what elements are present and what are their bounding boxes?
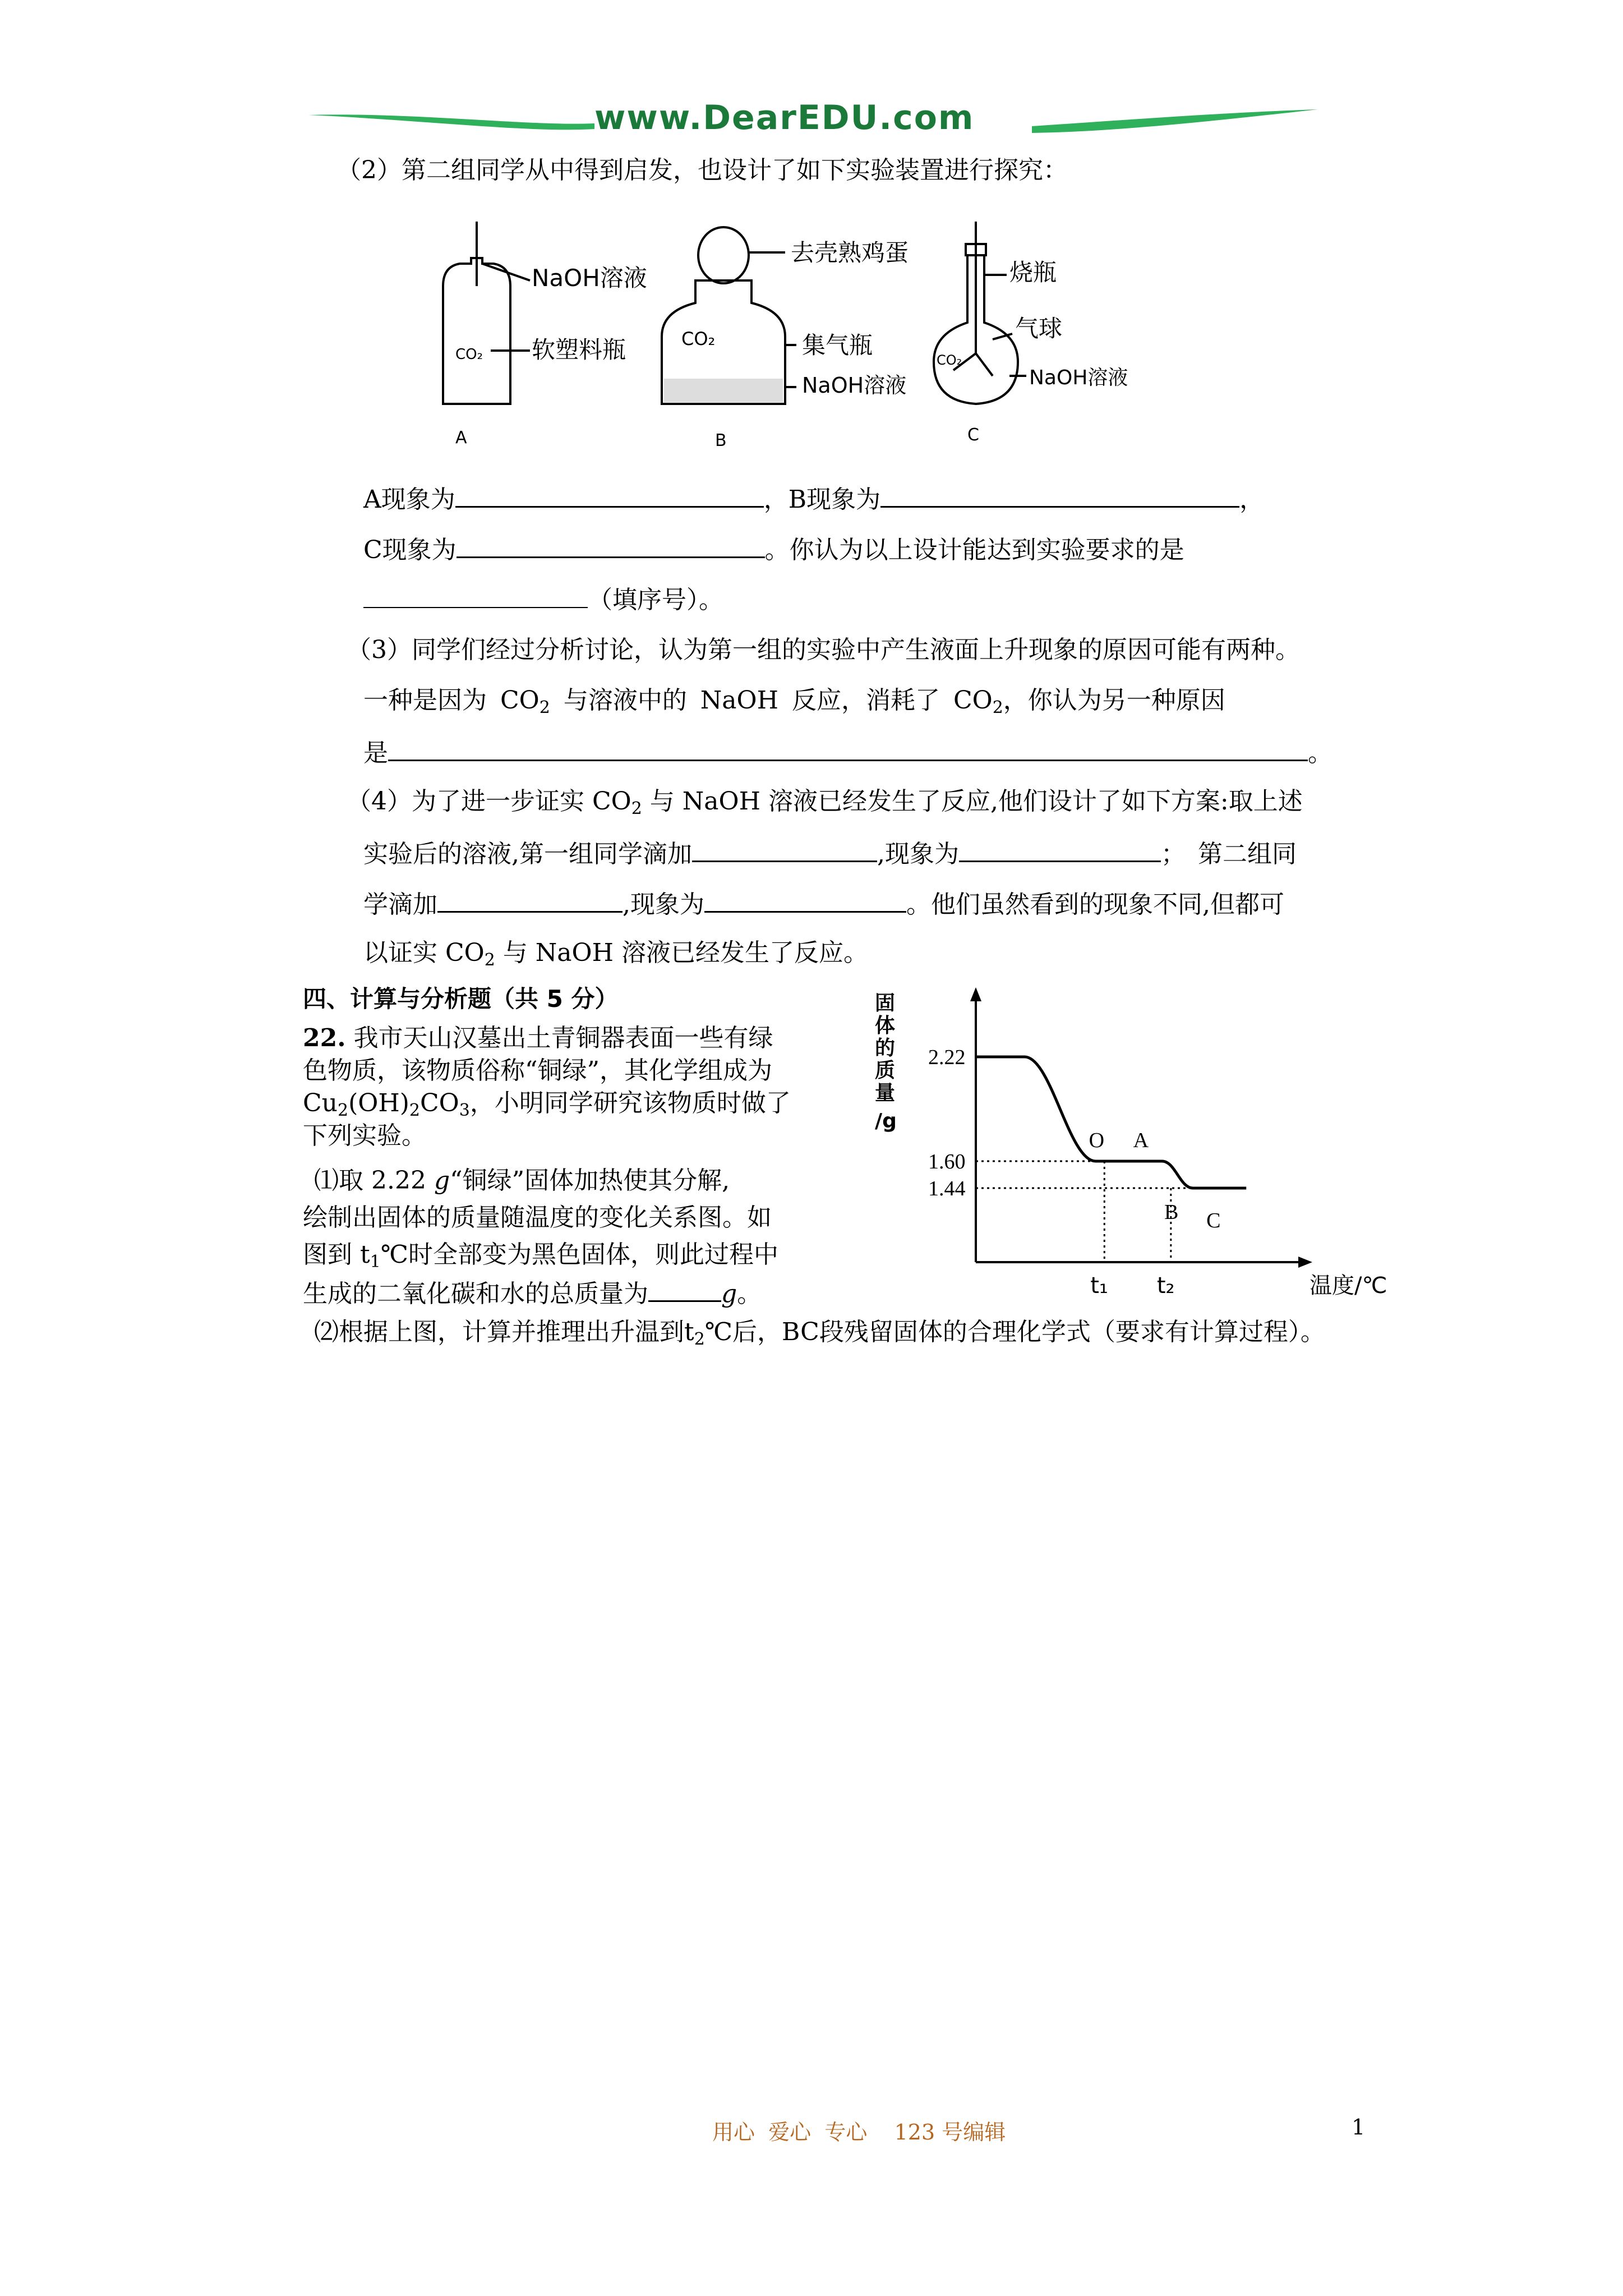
unit-g: g xyxy=(721,1280,737,1308)
q22-line1-text: 我市天山汉墓出土青铜器表面一些有绿 xyxy=(353,1024,773,1052)
formula-oh: (OH) xyxy=(348,1089,409,1117)
sub-2: 2 xyxy=(694,1329,705,1349)
b-phenomenon-blank[interactable] xyxy=(880,481,1239,508)
apparatus-a xyxy=(443,222,530,404)
apparatus-c-label-flask: 烧瓶 xyxy=(1009,259,1057,286)
x-axis-title: 温度/℃ xyxy=(1310,1273,1387,1299)
b-phenomenon-label: ，B现象为 xyxy=(763,485,881,514)
apparatus-b-label-jar: 集气瓶 xyxy=(802,332,873,359)
sub-3: 3 xyxy=(459,1101,470,1120)
q3-line1: （3）同学们经过分析讨论，认为第一组的实验中产生液面上升现象的原因可能有两种。 xyxy=(347,636,1300,664)
q4-line4-a: 以证实 CO xyxy=(363,938,485,967)
apparatus-c xyxy=(934,222,1026,404)
q3-line2-c: ，你认为另一种原因 xyxy=(1003,686,1225,715)
y-axis-title-4: 质 xyxy=(875,1059,896,1082)
q4-line3 xyxy=(363,886,1284,921)
q22-line3-tail: ，小明同学研究该物质时做了 xyxy=(469,1089,791,1117)
a-phenomenon-blank[interactable] xyxy=(455,481,764,508)
apparatus-c-label-balloon: 气球 xyxy=(1015,315,1063,342)
x-axis-arrow xyxy=(1298,1257,1312,1268)
page-number: 1 xyxy=(1352,2115,1366,2139)
sub-2: 2 xyxy=(992,698,1003,717)
a-phenomenon-label: A现象为 xyxy=(363,485,455,514)
q3-line2-a: 一种是因为 CO xyxy=(363,686,540,715)
apparatus-b-label-egg: 去壳熟鸡蛋 xyxy=(791,239,909,266)
q22-line1 xyxy=(303,1022,773,1055)
sub-2: 2 xyxy=(631,799,642,818)
p1-line3-b: ℃时全部变为黑色固体，则此过程中 xyxy=(380,1240,778,1269)
mass-temperature-chart xyxy=(875,987,1424,1301)
p1-line1-a: ⑴取 2.22 xyxy=(314,1166,434,1195)
sub-2: 2 xyxy=(409,1101,420,1120)
y-tick-label: 2.22 xyxy=(928,1046,966,1069)
apparatus-b-gas: CO₂ xyxy=(681,328,716,349)
p1-line4-b: 。 xyxy=(737,1280,762,1308)
group1-phenomenon-blank[interactable] xyxy=(959,836,1161,862)
p1-line4-a: 生成的二氧化碳和水的总质量为 xyxy=(303,1280,648,1308)
q4-line2-c: ； 第二组同 xyxy=(1161,840,1297,868)
p1-line3-a: 图到 t xyxy=(303,1240,370,1269)
y-axis-title-3: 的 xyxy=(875,1037,896,1060)
mass-curve xyxy=(976,1057,1246,1188)
q22-line3 xyxy=(303,1087,791,1120)
sub-1: 1 xyxy=(370,1252,381,1272)
apparatus-a-label-bottle: 软塑料瓶 xyxy=(532,336,626,364)
y-axis-title-5: 量 xyxy=(875,1082,896,1105)
apparatus-b-liquid xyxy=(664,379,783,402)
site-logo-text: www.DearEDU.com xyxy=(594,98,975,137)
q22-p1-line3 xyxy=(303,1239,778,1271)
q4-line2 xyxy=(363,836,1297,871)
design-choice-blank[interactable] xyxy=(363,582,588,608)
p2-a: ⑵根据上图，计算并推理出升温到t xyxy=(314,1318,694,1346)
q3-line2 xyxy=(363,684,1225,717)
q3-line3 xyxy=(363,735,1332,770)
q22-p2 xyxy=(314,1316,1325,1349)
x-tick-label: t₁ xyxy=(1090,1273,1108,1299)
apparatus-b-tag: B xyxy=(715,431,727,450)
point-label: C xyxy=(1206,1209,1221,1232)
q22-p1-line2: 绘制出固体的质量随温度的变化关系图。如 xyxy=(303,1203,772,1232)
apparatus-c-label-naoh: NaOH溶液 xyxy=(1029,366,1128,389)
formula-co: CO xyxy=(419,1089,459,1117)
apparatus-c-tag: C xyxy=(967,425,979,445)
y-axis-title-1: 固 xyxy=(875,992,896,1015)
y-axis-title-2: 体 xyxy=(875,1014,896,1037)
q22-number: 22. xyxy=(303,1024,346,1052)
y-tick-label: 1.44 xyxy=(928,1177,966,1200)
c-phenomenon-blank[interactable] xyxy=(457,532,765,558)
footer-credit: 用心 爱心 专心 123 号编辑 xyxy=(712,2120,1006,2145)
y-axis-arrow xyxy=(970,987,981,1001)
section-4-title: 四、计算与分析题（共 5 分） xyxy=(303,985,619,1013)
q2-line-fill xyxy=(363,582,723,616)
q4-line1-a: （4）为了进一步证实 CO xyxy=(347,787,631,816)
c-phenomenon-label: C现象为 xyxy=(363,536,457,564)
point-label: O xyxy=(1089,1129,1105,1152)
group2-phenomenon-blank[interactable] xyxy=(704,886,906,913)
right-swoosh xyxy=(1032,109,1318,133)
apparatus-a-label-naoh: NaOH溶液 xyxy=(532,264,647,292)
group1-reagent-blank[interactable] xyxy=(692,836,877,862)
q4-line2-b: ,现象为 xyxy=(877,840,959,868)
total-mass-blank[interactable] xyxy=(648,1276,721,1302)
q22-line4: 下列实验。 xyxy=(303,1121,426,1150)
left-swoosh xyxy=(308,114,594,130)
q4-line1 xyxy=(347,785,1303,818)
q3-line3-b: 。 xyxy=(1308,739,1332,767)
q2-line-c xyxy=(363,532,1184,567)
sub-2: 2 xyxy=(338,1101,349,1120)
q22-p1-line4 xyxy=(303,1276,762,1310)
q4-line2-a: 实验后的溶液,第一组同学滴加 xyxy=(363,840,692,868)
q4-line1-b: 与 NaOH 溶液已经发生了反应,他们设计了如下方案:取上述 xyxy=(642,787,1303,816)
group2-reagent-blank[interactable] xyxy=(437,886,623,913)
q2-line-a-b xyxy=(363,481,1264,516)
apparatus-b-label-naoh: NaOH溶液 xyxy=(802,373,907,398)
q4-line3-a: 学滴加 xyxy=(363,890,437,919)
p2-b: ℃后，BC段残留固体的合理化学式（要求有计算过程）。 xyxy=(704,1318,1325,1346)
y-axis-title-6: /g xyxy=(875,1110,897,1133)
apparatus-diagram xyxy=(426,219,1172,454)
q4-line3-c: 。他们虽然看到的现象不同,但都可 xyxy=(906,890,1284,919)
point-label: B xyxy=(1164,1200,1179,1224)
x-tick-label: t₂ xyxy=(1156,1273,1175,1299)
formula-cu: Cu xyxy=(303,1089,338,1117)
apparatus-c-gas: CO₂ xyxy=(937,352,962,368)
c-phenomenon-tail: 。你认为以上设计能达到实验要求的是 xyxy=(764,536,1184,564)
q22-line2: 色物质，该物质俗称“铜绿”，其化学组成为 xyxy=(303,1056,772,1085)
point-label: A xyxy=(1133,1129,1149,1152)
other-reason-blank[interactable] xyxy=(388,735,1308,761)
q3-line3-a: 是 xyxy=(363,739,388,767)
apparatus-a-tag: A xyxy=(455,428,467,448)
q2-intro: （2）第二组同学从中得到启发，也设计了如下实验装置进行探究： xyxy=(336,156,1068,185)
unit-g: g xyxy=(434,1166,450,1195)
q4-line4 xyxy=(363,937,868,969)
sub-2: 2 xyxy=(484,950,495,970)
p1-line1-b: “铜绿”固体加热使其分解, xyxy=(450,1166,730,1195)
apparatus-b xyxy=(662,227,796,404)
q4-line3-b: ,现象为 xyxy=(623,890,704,919)
y-tick-label: 1.60 xyxy=(928,1150,966,1174)
apparatus-a-gas: CO₂ xyxy=(455,346,483,363)
fill-instruction: （填序号）。 xyxy=(588,586,723,614)
q4-line4-b: 与 NaOH 溶液已经发生了反应。 xyxy=(495,938,868,967)
comma: ， xyxy=(1239,485,1265,514)
q22-p1-line1 xyxy=(314,1165,730,1197)
sub-2: 2 xyxy=(539,698,550,717)
q3-line2-b: 与溶液中的 NaOH 反应，消耗了 CO xyxy=(550,686,993,715)
